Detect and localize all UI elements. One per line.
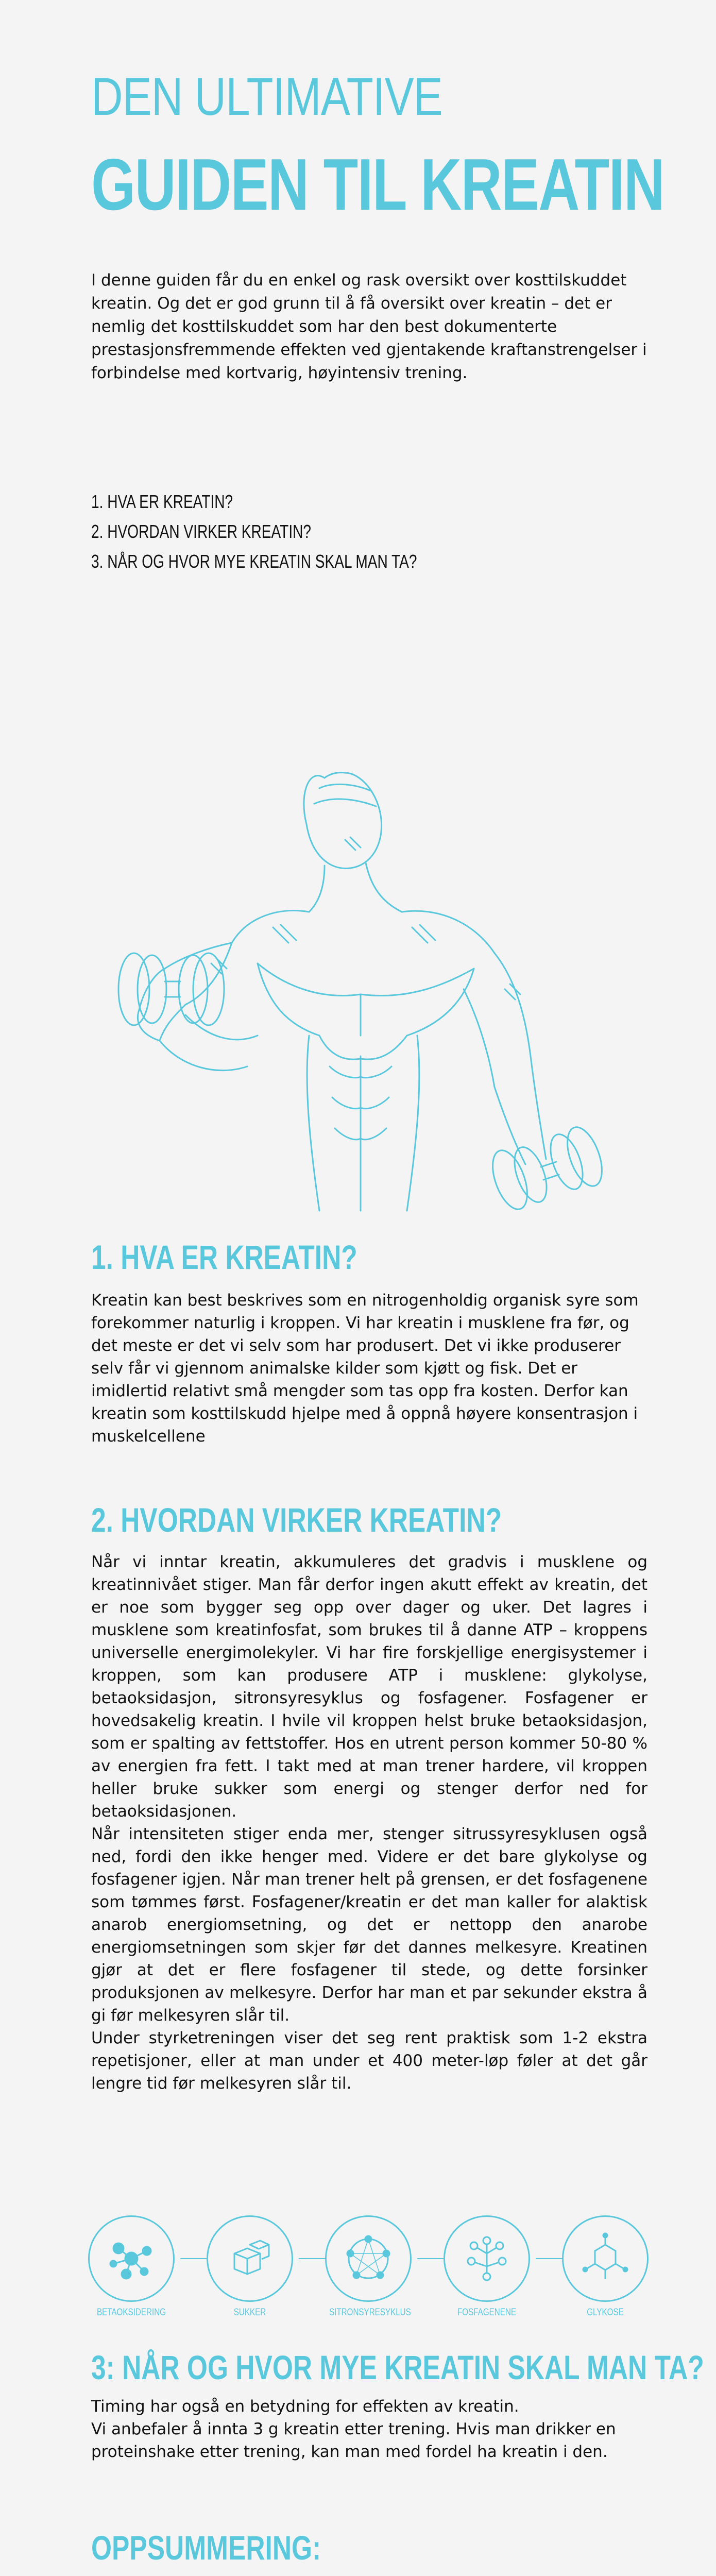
muscleman-dumbbell-sketch-icon xyxy=(103,747,618,1252)
summary-heading: OPPSUMMERING: xyxy=(91,2529,321,2567)
phosphagen-tree-icon xyxy=(444,2215,530,2302)
section-1 xyxy=(91,1236,647,1448)
toc-item[interactable]: 1. HVA ER KREATIN? xyxy=(91,491,233,512)
sugar-cubes-icon xyxy=(207,2215,293,2302)
icon-label: BETAOKSIDERING xyxy=(96,2307,166,2318)
energy-systems-icon-row xyxy=(82,2215,649,2329)
title-line-2: GUIDEN TIL KREATIN xyxy=(91,144,664,226)
section-2-paragraph-1: Når vi inntar kreatin, akkumuleres det gradvis i musklene og kreatinnivået stiger. Man får derfor ingen akutt effekt av kreatin, det er noe som bygger seg opp over dager og uker. Det lagres i musklene som kreatinfosfat, som brukes til å danne ATP – kroppens universelle energimolekyler. Vi har fire forskjellige energisystemer i kroppen, som kan produsere ATP i musklene: glykolyse, betaoksidasjon, sitronsyresyklus og fosfagener. Fosfagener er hovedsakelig kreatin. I hvile vil kroppen helst bruke betaoksidasjon, som er spalting av fettstoffer. Hos en utrent person kommer 50-80 % av energien fra fett. I takt med at man trener hardere, vil kroppen heller bruke sukker som energi og stenger derfor ned for betaoksidasjonen. xyxy=(91,1553,647,1821)
toc-item[interactable]: 3. NÅR OG HVOR MYE KREATIN SKAL MAN TA? xyxy=(91,551,417,572)
icon-label: GLYKOSE xyxy=(587,2307,624,2318)
molecule-icon xyxy=(88,2215,175,2302)
section-1-text: Kreatin kan best beskrives som en nitrogenholdig organisk syre som forekommer naturlig i kroppen. Vi har kreatin i musklene fra før, og det meste er det vi selv som har produsert. Det vi ikke produserer selv får vi gjennom animalske kilder som kjøtt og fisk. Det er imidlertid relativt små mengder som tas opp fra kosten. Derfor kan kreatin som kosttilskudd hjelpe med å oppnå høyere konsentrasjon i muskelcellene xyxy=(91,1291,639,1446)
icon-label: SITRONSYRESYKLUS xyxy=(329,2307,411,2318)
icon-item-glykose xyxy=(556,2215,654,2318)
icon-item-betaoksidering xyxy=(82,2215,180,2318)
summary xyxy=(91,2527,647,2576)
section-2-heading: 2. HVORDAN VIRKER KREATIN? xyxy=(91,1501,502,1539)
icon-item-sitronsyresyklus xyxy=(319,2215,417,2318)
section-2-paragraph-2: Når intensiteten stiger enda mer, stenger sitrussyresyklusen også ned, fordi den ikke henger med. Videre er det bare glykolyse og fosfagener igjen. Når man trener helt på grensen, er det fosfagenene som tømmes først. Fosfagener/kreatin er det man kaller for alaktisk anarob energiomsetning, og det er nettopp den anarobe energiomsetningen som skjer før det dannes melkesyre. Kreatinen gjør at det er flere fosfagener til stede, og dette forsinker produksjonen av melkesyre. Derfor har man et par sekunder ekstra å gi før melkesyren slår til. xyxy=(91,1825,647,2025)
section-2-paragraph-3: Under styrketreningen viser det seg rent praktisk som 1-2 ekstra repetisjoner, eller at man under et 400 meter-løp føler at det går lengre tid før melkesyren slår til. xyxy=(91,2029,647,2093)
section-3 xyxy=(91,2347,704,2463)
table-of-contents xyxy=(91,487,647,577)
toc-item[interactable]: 2. HVORDAN VIRKER KREATIN? xyxy=(91,521,312,542)
icon-label: FOSFAGENENE xyxy=(457,2307,517,2318)
icon-label: SUKKER xyxy=(233,2307,266,2318)
section-1-heading: 1. HVA ER KREATIN? xyxy=(91,1238,357,1276)
section-2 xyxy=(91,1499,647,2095)
title-line-1: DEN ULTIMATIVE xyxy=(91,67,442,127)
section-3-line-2: Vi anbefaler å innta 3 g kreatin etter trening. Hvis man drikker en proteinshake etter trening, kan man med fordel ha kreatin i den. xyxy=(91,2420,616,2461)
intro-paragraph: I denne guiden får du en enkel og rask oversikt over kosttilskuddet kreatin. Og det er god grunn til å få oversikt over kreatin – det er nemlig det kosttilskuddet som har den best dokumenterte prestasjonsfremmende effekten ved gjentakende kraftanstrengelser i forbindelse med kortvarig, høyintensiv trening. xyxy=(91,271,647,382)
glucose-ring-icon xyxy=(562,2215,649,2302)
section-3-heading: 3: NÅR OG HVOR MYE KREATIN SKAL MAN TA? xyxy=(91,2348,704,2386)
cycle-network-icon xyxy=(325,2215,412,2302)
section-3-line-1: Timing har også en betydning for effekten av kreatin. xyxy=(91,2397,519,2416)
icon-item-fosfagenene xyxy=(438,2215,536,2318)
icon-item-sukker xyxy=(201,2215,299,2318)
